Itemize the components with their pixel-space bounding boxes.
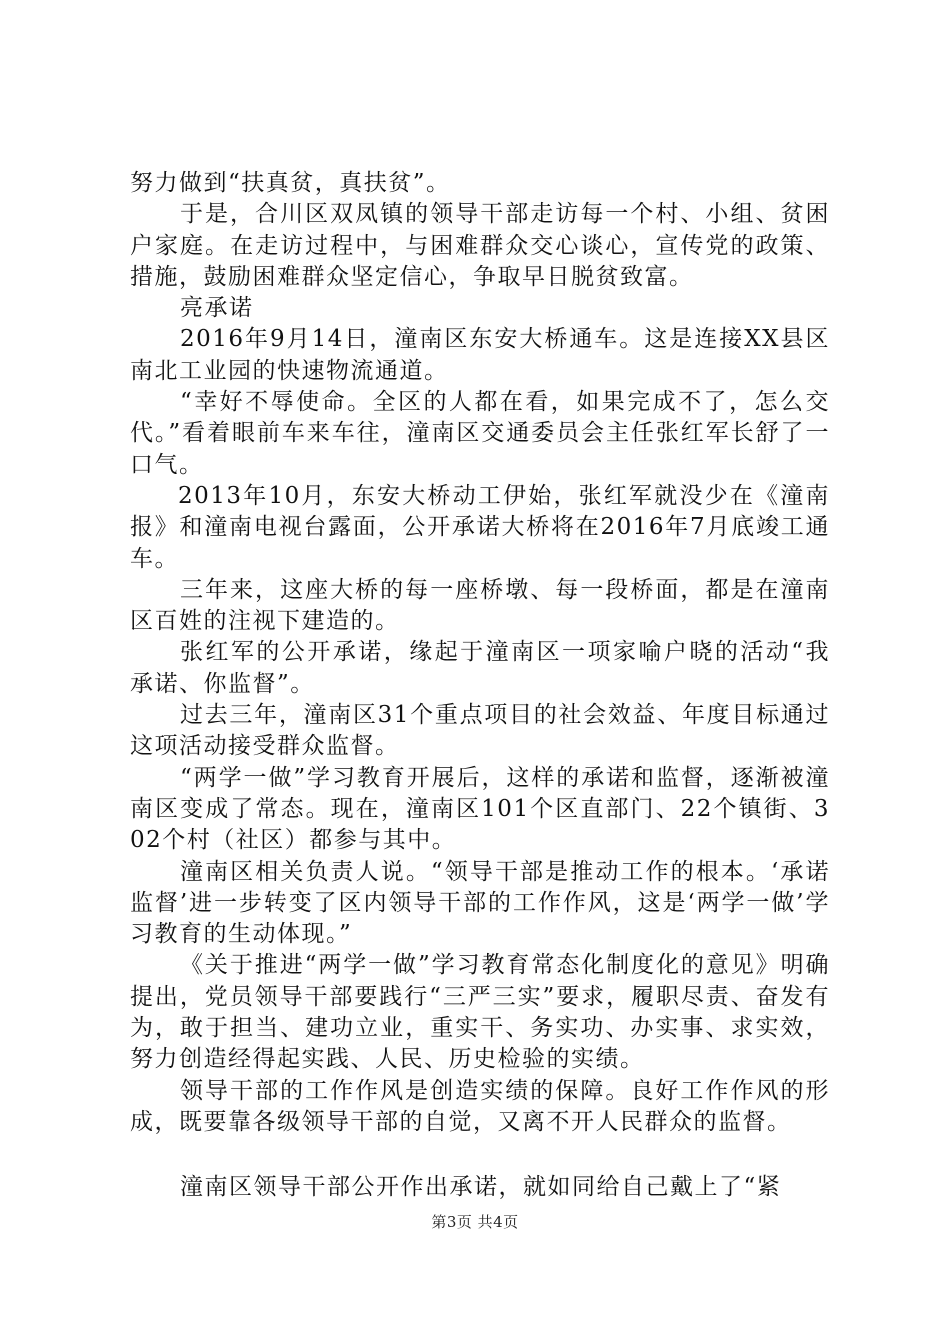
paragraph: 《关于推进“两学一做”学习教育常态化制度化的意见》明确提出，党员领导干部要践行“三严三实”要求，履职尽责、奋发有为，敢于担当、建功立业，重实干、务实功、办实事、求实效，努力创造经得起实践、人民、历史检验的实绩。 [130, 952, 830, 1073]
paragraph: 过去三年，潼南区31个重点项目的社会效益、年度目标通过这项活动接受群众监督。 [130, 702, 830, 760]
paragraph: 2013年10月，东安大桥动工伊始，张红军就没少在《潼南报》和潼南电视台露面，公开承诺大桥将在2016年7月底竣工通车。 [130, 482, 830, 572]
document-body [130, 168, 830, 1204]
page-number-footer: 第3页 共4页 [431, 1213, 519, 1231]
paragraph: 张红军的公开承诺，缘起于潼南区一项家喻户晓的活动“我承诺、你监督”。 [130, 639, 830, 697]
paragraph: 三年来，这座大桥的每一座桥墩、每一段桥面，都是在潼南区百姓的注视下建造的。 [130, 576, 830, 635]
paragraph: “幸好不辱使命。全区的人都在看，如果完成不了，怎么交代。”看着眼前车来车往，潼南区交通委员会主任张红军长舒了一口气。 [130, 389, 830, 478]
paragraph: “两学一做”学习教育开展后，这样的承诺和监督，逐渐被潼南区变成了常态。现在，潼南区101个区直部门、22个镇街、302个村（社区）都参与其中。 [130, 764, 830, 854]
paragraph: 领导干部的工作作风是创造实绩的保障。良好工作作风的形成，既要靠各级领导干部的自觉，又离不开人民群众的监督。 [130, 1077, 830, 1135]
paragraph: 潼南区领导干部公开作出承诺，就如同给自己戴上了“紧 [180, 1174, 782, 1201]
paragraph: 于是，合川区双凤镇的领导干部走访每一个村、小组、贫困户家庭。在走访过程中，与困难群众交心谈心，宣传党的政策、措施，鼓励困难群众坚定信心，争取早日脱贫致富。 [130, 201, 830, 290]
paragraph-gap [130, 1138, 830, 1172]
paragraph: 努力做到“扶真贫，真扶贫”。 [130, 170, 451, 196]
section-heading: 亮承诺 [180, 295, 254, 322]
paragraph: 潼南区相关负责人说。“领导干部是推动工作的根本。‘承诺监督’进一步转变了区内领导干部的工作作风，这是‘两学一做’学习教育的生动体现。” [130, 858, 830, 948]
paragraph: 2016年9月14日，潼南区东安大桥通车。这是连接XX县区南北工业园的快速物流通道。 [130, 326, 830, 384]
